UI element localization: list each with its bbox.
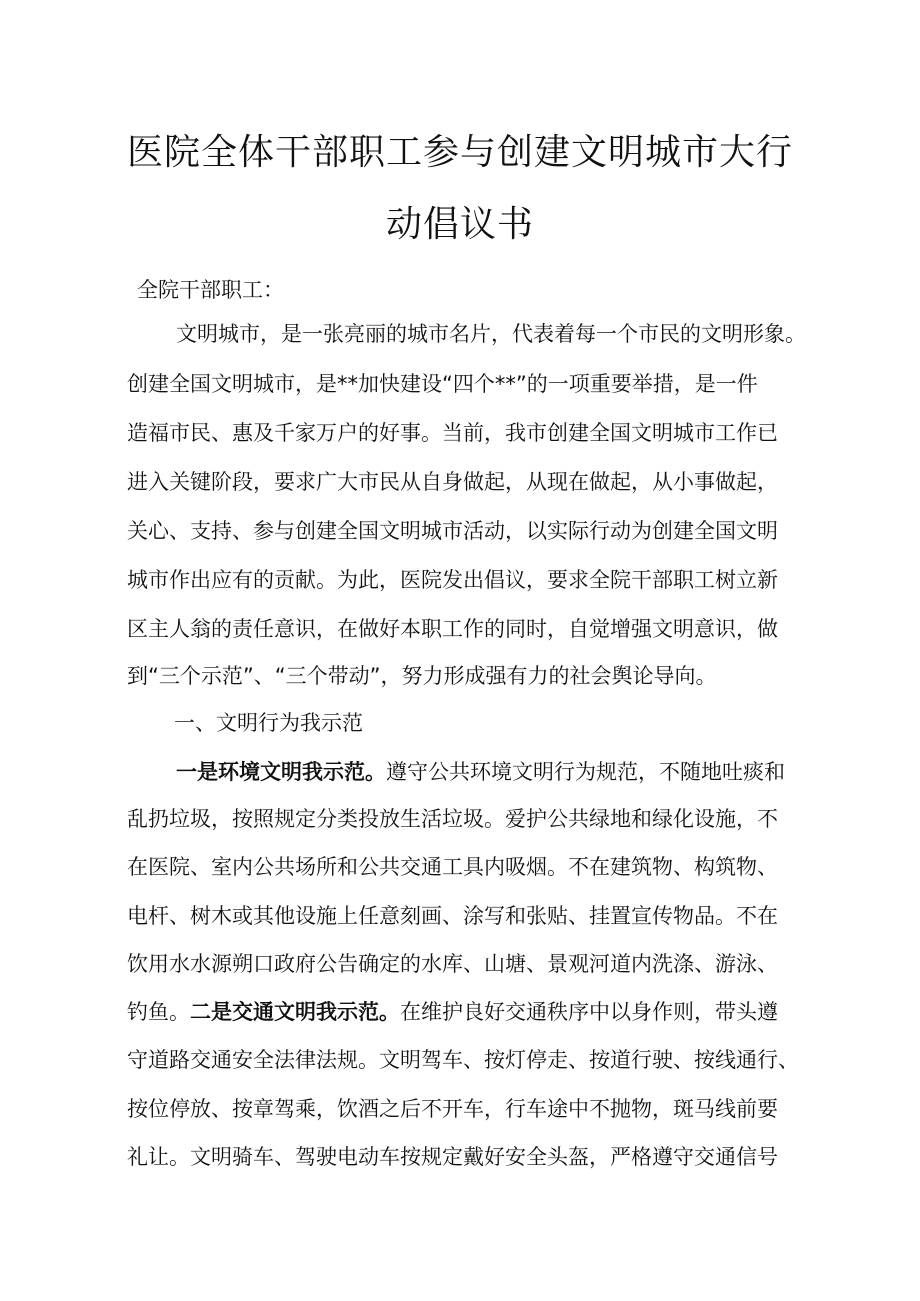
body-line: 在医院、室内公共场所和公共交通工具内吸烟。不在建筑物、构筑物、 [127, 855, 778, 879]
body-line: 城市作出应有的贡献。为此，医院发出倡议，要求全院干部职工树立新 [127, 568, 778, 592]
body-line: 区主人翁的责任意识，在做好本职工作的同时，自觉增强文明意识，做 [127, 617, 778, 641]
body-line: 关心、支持、参与创建全国文明城市活动，以实际行动为创建全国文明 [127, 519, 778, 543]
mixed-line [127, 998, 778, 1026]
document-title-line-2: 动倡议书 [385, 204, 534, 245]
body-line: 按位停放、按章驾乘，饮酒之后不开车，行车途中不抛物，斑马线前要 [127, 1097, 778, 1121]
paragraph-text: 在维护良好交通秩序中以身作则，带头遵 [400, 1000, 778, 1024]
body-line: 造福市民、惠及千家万户的好事。当前，我市创建全国文明城市工作已 [127, 421, 778, 445]
bold-lead-environment: 一是环境文明我示范。 [176, 760, 386, 784]
document-title-line-1: 医院全体干部职工参与创建文明城市大行 [126, 132, 793, 173]
section-heading: 一、文明行为我示范 [174, 711, 363, 735]
salutation: 全院干部职工： [137, 278, 284, 302]
bold-lead-traffic: 二是交通文明我示范。 [190, 1000, 400, 1024]
body-line: 到“三个示范”、“三个带动”，努力形成强有力的社会舆论导向。 [127, 664, 717, 688]
paragraph-first-line [176, 758, 785, 786]
body-line: 乱扔垃圾，按照规定分类投放生活垃圾。爱护公共绿地和绿化设施，不 [127, 807, 778, 831]
body-line: 守道路交通安全法律法规。文明驾车、按灯停走、按道行驶、按线通行、 [127, 1048, 799, 1072]
body-line: 创建全国文明城市，是**加快建设“四个**”的一项重要举措，是一件 [127, 372, 758, 396]
body-line: 饮用水水源朔口政府公告确定的水库、山塘、景观河道内洗涤、游泳、 [127, 952, 778, 976]
body-line: 文明城市，是一张亮丽的城市名片，代表着每一个市民的文明形象。 [176, 322, 806, 346]
paragraph-text: 钓鱼。 [127, 1000, 190, 1024]
body-line: 进入关键阶段，要求广大市民从自身做起，从现在做起，从小事做起， [127, 470, 778, 494]
body-line: 电杆、树木或其他设施上任意刻画、涂写和张贴、挂置宣传物品。不在 [127, 904, 778, 928]
paragraph-text: 遵守公共环境文明行为规范，不随地吐痰和 [386, 760, 785, 784]
body-line: 礼让。文明骑车、驾驶电动车按规定戴好安全头盔，严格遵守交通信号 [127, 1145, 778, 1169]
